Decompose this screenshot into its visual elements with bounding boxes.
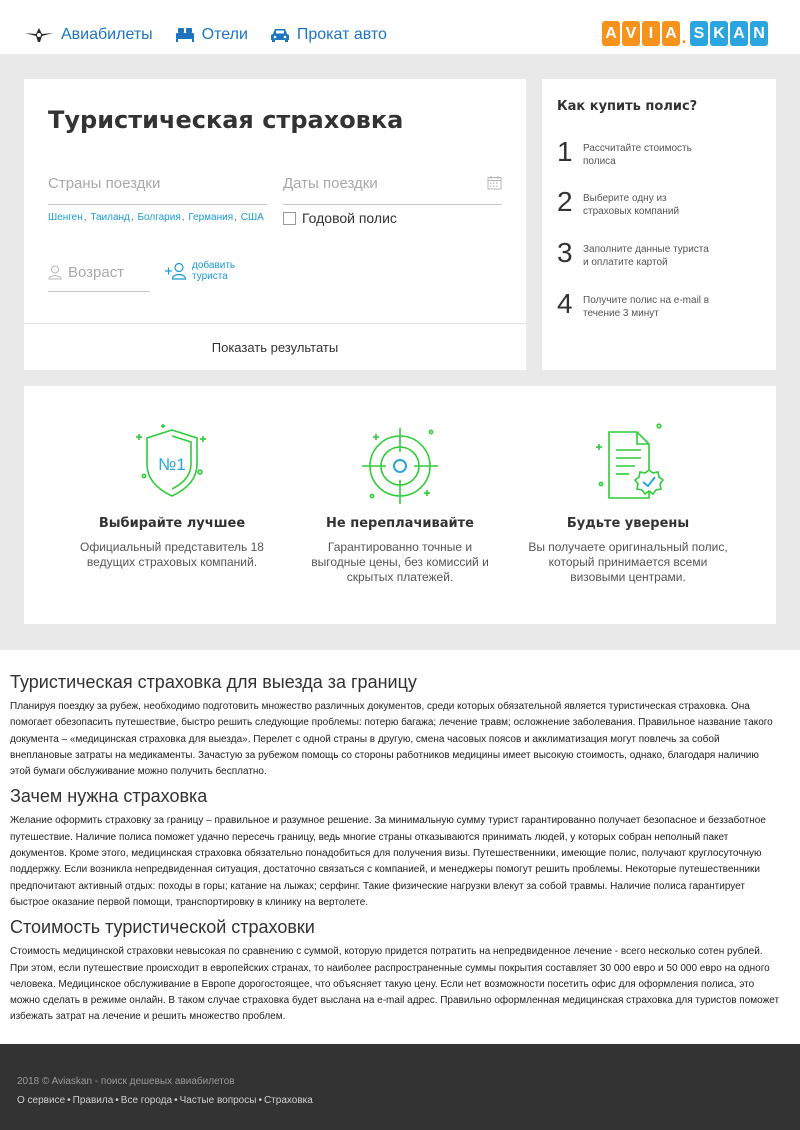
step-number: 1 [557, 136, 573, 167]
logo-letter: K [710, 21, 728, 46]
add-user-icon [164, 262, 188, 280]
feature-title: Будьте уверены [566, 516, 690, 531]
popular-countries [48, 212, 264, 223]
step-number: 2 [557, 186, 573, 217]
nav-item-car-rental[interactable] [270, 26, 387, 44]
nav-label-car-rental: Прокат авто [296, 26, 387, 43]
feature-be-sure [528, 386, 728, 585]
dates-field [283, 168, 502, 205]
footer-link-about[interactable]: О сервисе [17, 1095, 66, 1106]
logo-letter: A [662, 21, 680, 46]
logo-letter: V [622, 21, 640, 46]
how-to-buy-title: Как купить полис? [557, 99, 698, 114]
age-field [48, 257, 150, 292]
step-text: Выберите одну из страховых компаний [583, 193, 680, 217]
logo-dot: . [681, 31, 687, 47]
feature-no-overpay [300, 386, 500, 585]
step-number: 3 [557, 237, 573, 268]
footer-link-all-cities[interactable]: Все города [120, 1095, 173, 1106]
article-heading: Стоимость туристической страховки [10, 917, 315, 938]
footer-copyright: 2018 © Aviaskan - поиск дешевых авиабилетов [17, 1076, 235, 1087]
step-number: 4 [557, 288, 573, 319]
annual-policy-option[interactable] [283, 210, 397, 226]
feature-text: Официальный представитель 18 ведущих страховых компаний. [80, 540, 264, 569]
separator: , [130, 212, 137, 223]
nav-label-flights: Авиабилеты [61, 26, 153, 43]
calendar-icon[interactable] [487, 175, 502, 190]
header [0, 0, 800, 54]
separator: • [115, 1095, 119, 1106]
country-link-schengen[interactable]: Шенген [48, 212, 83, 223]
age-input[interactable] [48, 257, 150, 287]
step-item [557, 289, 713, 320]
seo-article [10, 672, 780, 1032]
insurance-search-form [24, 79, 526, 370]
feature-title: Не переплачивайте [326, 516, 474, 531]
page-title: Туристическая страховка [48, 106, 404, 134]
feature-title: Выбирайте лучшее [98, 516, 246, 531]
separator: • [174, 1095, 178, 1106]
feature-best [72, 386, 272, 570]
car-icon [270, 27, 290, 43]
article-paragraph: Желание оформить страховку за границу – правильное и разумное решение. За минимальную сумму турист гарантированно получает безопасное и беззаботное путешествие. Наличие полиса поможет удачно пересечь границу, ведь многие страны отказываются принимать людей, у которых собран неполный пакет документов. Кроме этого, медицинская страховка обязательно понадобиться для получения визы. Путешественники, имеющие полис, получают круглосуточную поддержку. Если возникла непредвиденная ситуация, достаточно связаться с компанией, и менеджеры помогут решить проблемы. Некоторые путешественники предпочитают активный отдых: походы в горы; катание на лыжах; серфинг. Такие физические нагрузки влекут за собой травмы. Наличие полиса гарантирует быстрое оказание первой помощи, транспортировку в клинику на вертолете. [10, 815, 766, 908]
user-icon [48, 265, 62, 280]
country-link-thailand[interactable]: Таиланд [90, 212, 130, 223]
feature-text: Гарантированно точные и выгодные цены, без комиссий и скрытых платежей. [311, 540, 489, 584]
footer-links [17, 1095, 313, 1106]
countries-field [48, 168, 267, 205]
dates-input[interactable] [283, 168, 502, 198]
country-link-bulgaria[interactable]: Болгария [137, 212, 181, 223]
footer-link-insurance[interactable]: Страховка [263, 1095, 313, 1106]
article-paragraph: Стоимость медицинской страховки невысокая по сравнению с суммой, которую придется потратить на непредвиденное лечение - всего несколько сотен рублей. При этом, если путешествие происходит в европейских странах, то наиболее распространенные суммы покрытия составляет 30 000 евро и 50 000 евро на одного человека. Медицинское обслуживание в Европе дорогостоящее, что объясняет такую цену. Если нет возможности посетить офис для оформления полиса, это можно сделать в режиме онлайн. В таком случае страховка будет выслана на e-mail адрес. Правильно оформленная медицинская страховка для туристов поможет избежать затрат на лечение и решить множество проблем. [10, 946, 780, 1023]
logo-letter: A [730, 21, 748, 46]
logo-letter: I [642, 21, 660, 46]
separator: , [181, 212, 188, 223]
show-results-button[interactable]: Показать результаты [24, 323, 526, 370]
badge-text: №1 [158, 455, 186, 474]
countries-input[interactable] [48, 168, 267, 198]
plane-icon [24, 24, 54, 46]
shield-number-one-icon [117, 386, 227, 516]
separator: • [67, 1095, 71, 1106]
aviaskan-logo[interactable] [600, 21, 768, 46]
country-link-germany[interactable]: Германия [188, 212, 234, 223]
logo-letter: S [690, 21, 708, 46]
step-text: Получите полис на e-mail в течение 3 минут [583, 295, 710, 319]
step-text: Заполните данные туриста и оплатите картой [583, 244, 709, 268]
article-paragraph: Планируя поездку за рубеж, необходимо подготовить множество различных документов, среди которых обязательной является туристическая страховка. Она помогает обезопасить путешествие, быстро решить следующие проблемы: потерю багажа; лечение травм; осложнение заболевания. Правильное название такого документа – «медицинская страховка для выезда». Перелет с одной страны в другую, смена часовых поясов и акклиматизация могут повлечь за собой внеплановые затраты на медикаменты. Зачастую за рубежом помощь со стороны работников медицины имеет высокую стоимость, однако, благодаря наличию этой бумаги обслуживание можно получить бесплатно. [10, 701, 773, 778]
footer [0, 1044, 800, 1130]
annual-policy-label: Годовой полис [302, 210, 397, 226]
footer-link-faq[interactable]: Частые вопросы [179, 1095, 257, 1106]
step-item [557, 238, 713, 269]
country-link-usa[interactable]: США [240, 212, 264, 223]
article-heading: Туристическая страховка для выезда за границу [10, 672, 417, 692]
add-tourist-button[interactable] [164, 260, 252, 282]
bed-icon [175, 27, 195, 43]
annual-policy-checkbox[interactable] [283, 212, 296, 225]
feature-text: Вы получаете оригинальный полис, который принимается всеми визовыми центрами. [528, 540, 728, 584]
separator: , [83, 212, 90, 223]
step-item [557, 187, 713, 218]
main-nav [24, 24, 409, 46]
step-text: Рассчитайте стоимость полиса [583, 143, 692, 167]
nav-item-hotels[interactable] [175, 26, 248, 44]
article-heading: Зачем нужна страховка [10, 786, 208, 807]
target-icon [345, 386, 455, 516]
nav-label-hotels: Отели [201, 26, 248, 43]
logo-letter: N [750, 21, 768, 46]
features-panel [24, 386, 776, 624]
nav-item-flights[interactable] [24, 24, 153, 46]
footer-link-rules[interactable]: Правила [72, 1095, 114, 1106]
separator: • [258, 1095, 262, 1106]
add-tourist-label: добавить туриста [192, 260, 236, 282]
how-to-buy-panel [542, 79, 776, 370]
step-item [557, 137, 713, 168]
separator: , [234, 212, 240, 223]
document-check-icon [573, 386, 683, 516]
logo-letter: A [602, 21, 620, 46]
